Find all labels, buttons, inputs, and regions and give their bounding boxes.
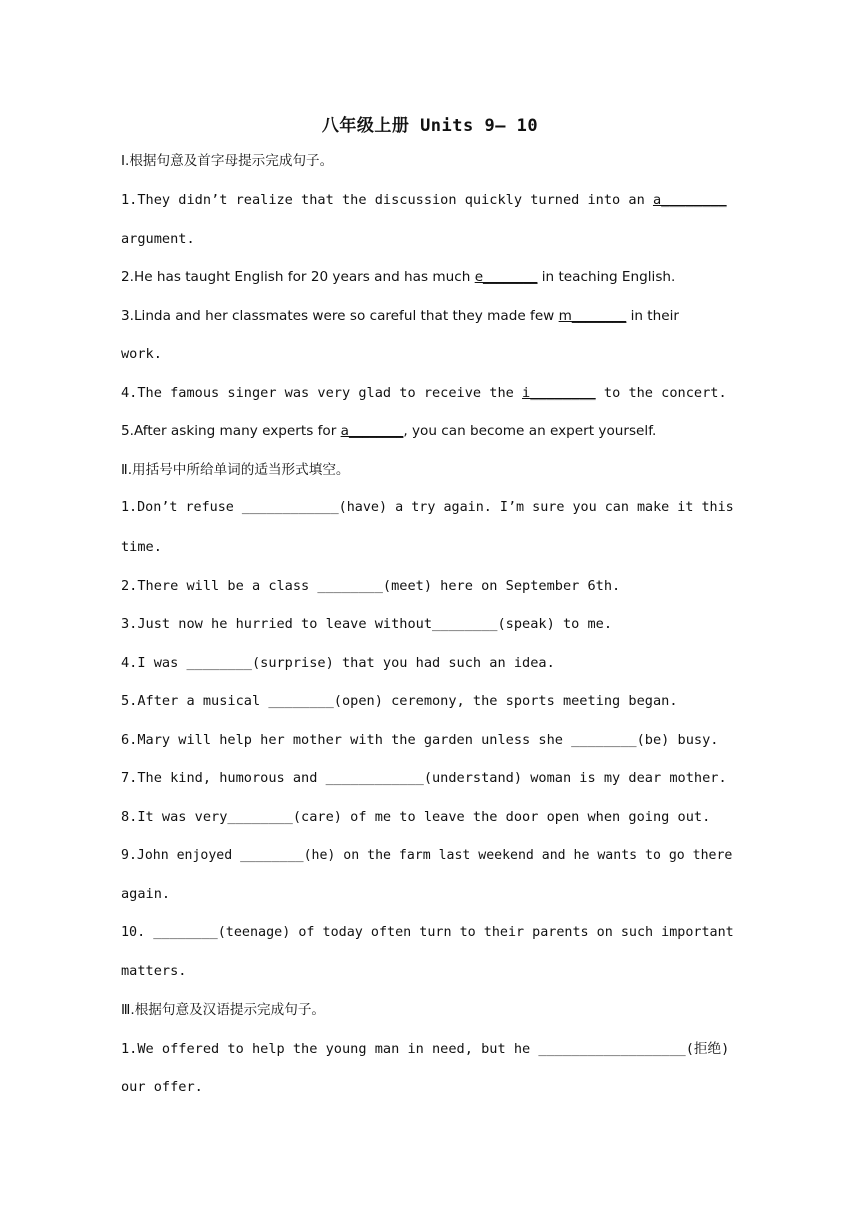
- s1-item-5-text: 5.After asking many experts for: [121, 423, 341, 439]
- s2-item-1: 1.Don’t refuse ____________(have) a try again. I’m sure you can make it this: [121, 500, 734, 515]
- s3-item-1: 1.We offered to help the young man in need, but he __________________(拒绝): [121, 1041, 730, 1057]
- s2-item-5: 5.After a musical ________(open) ceremony, the sports meeting began.: [121, 693, 678, 709]
- section-2-heading: Ⅱ.用括号中所给单词的适当形式填空。: [121, 462, 350, 478]
- s1-item-5-blank: a________: [340, 423, 404, 439]
- s1-item-2: [121, 267, 741, 287]
- s1-item-1-blank: a________: [652, 192, 727, 208]
- section-1-heading: Ⅰ.根据句意及首字母提示完成句子。: [121, 153, 334, 169]
- s1-item-2-blank: e________: [474, 269, 538, 285]
- s1-item-3-blank: m________: [558, 308, 627, 324]
- s2-item-9: 9.John enjoyed ________(he) on the farm last weekend and he wants to go there: [121, 848, 733, 863]
- s2-item-9-cont: again.: [121, 886, 171, 902]
- s2-item-4: 4.I was ________(surprise) that you had such an idea.: [121, 655, 555, 671]
- s1-item-3: [121, 306, 741, 326]
- section-3-heading: Ⅲ.根据句意及汉语提示完成句子。: [121, 1002, 326, 1018]
- s2-item-2: 2.There will be a class ________(meet) here on September 6th.: [121, 578, 621, 594]
- s1-item-5-post: , you can become an expert yourself.: [403, 423, 657, 439]
- page-title: 八年级上册 Units 9— 10: [321, 116, 539, 136]
- s1-item-3-post: in their: [626, 308, 679, 324]
- s1-item-1-text: 1.They didn’t realize that the discussion quickly turned into an: [121, 192, 653, 208]
- s2-item-8: 8.It was very________(care) of me to leave the door open when going out.: [121, 809, 711, 825]
- s2-item-7: 7.The kind, humorous and ____________(understand) woman is my dear mother.: [121, 770, 727, 786]
- s1-item-2-post: in teaching English.: [537, 269, 676, 285]
- s1-item-1: [121, 190, 741, 210]
- s1-item-4-text: 4.The famous singer was very glad to receive the: [121, 385, 523, 401]
- s1-item-3-cont: work.: [121, 346, 162, 362]
- s2-item-1-cont: time.: [121, 539, 162, 555]
- s1-item-5: [121, 421, 741, 441]
- s2-item-10-cont: matters.: [121, 963, 187, 979]
- s1-item-2-text: 2.He has taught English for 20 years and has much: [121, 269, 475, 285]
- s1-item-4-blank: i________: [522, 385, 596, 401]
- s1-item-3-text: 3.Linda and her classmates were so careful that they made few: [121, 308, 559, 324]
- s2-item-3: 3.Just now he hurried to leave without________(speak) to me.: [121, 616, 613, 632]
- s1-item-1-cont: argument.: [121, 231, 195, 247]
- s1-item-4-post: to the concert.: [595, 385, 727, 401]
- s1-item-4: [121, 383, 741, 403]
- s2-item-6: 6.Mary will help her mother with the garden unless she ________(be) busy.: [121, 732, 719, 748]
- s2-item-10: 10. ________(teenage) of today often turn to their parents on such important: [121, 925, 734, 940]
- s3-item-1-cont: our offer.: [121, 1079, 203, 1095]
